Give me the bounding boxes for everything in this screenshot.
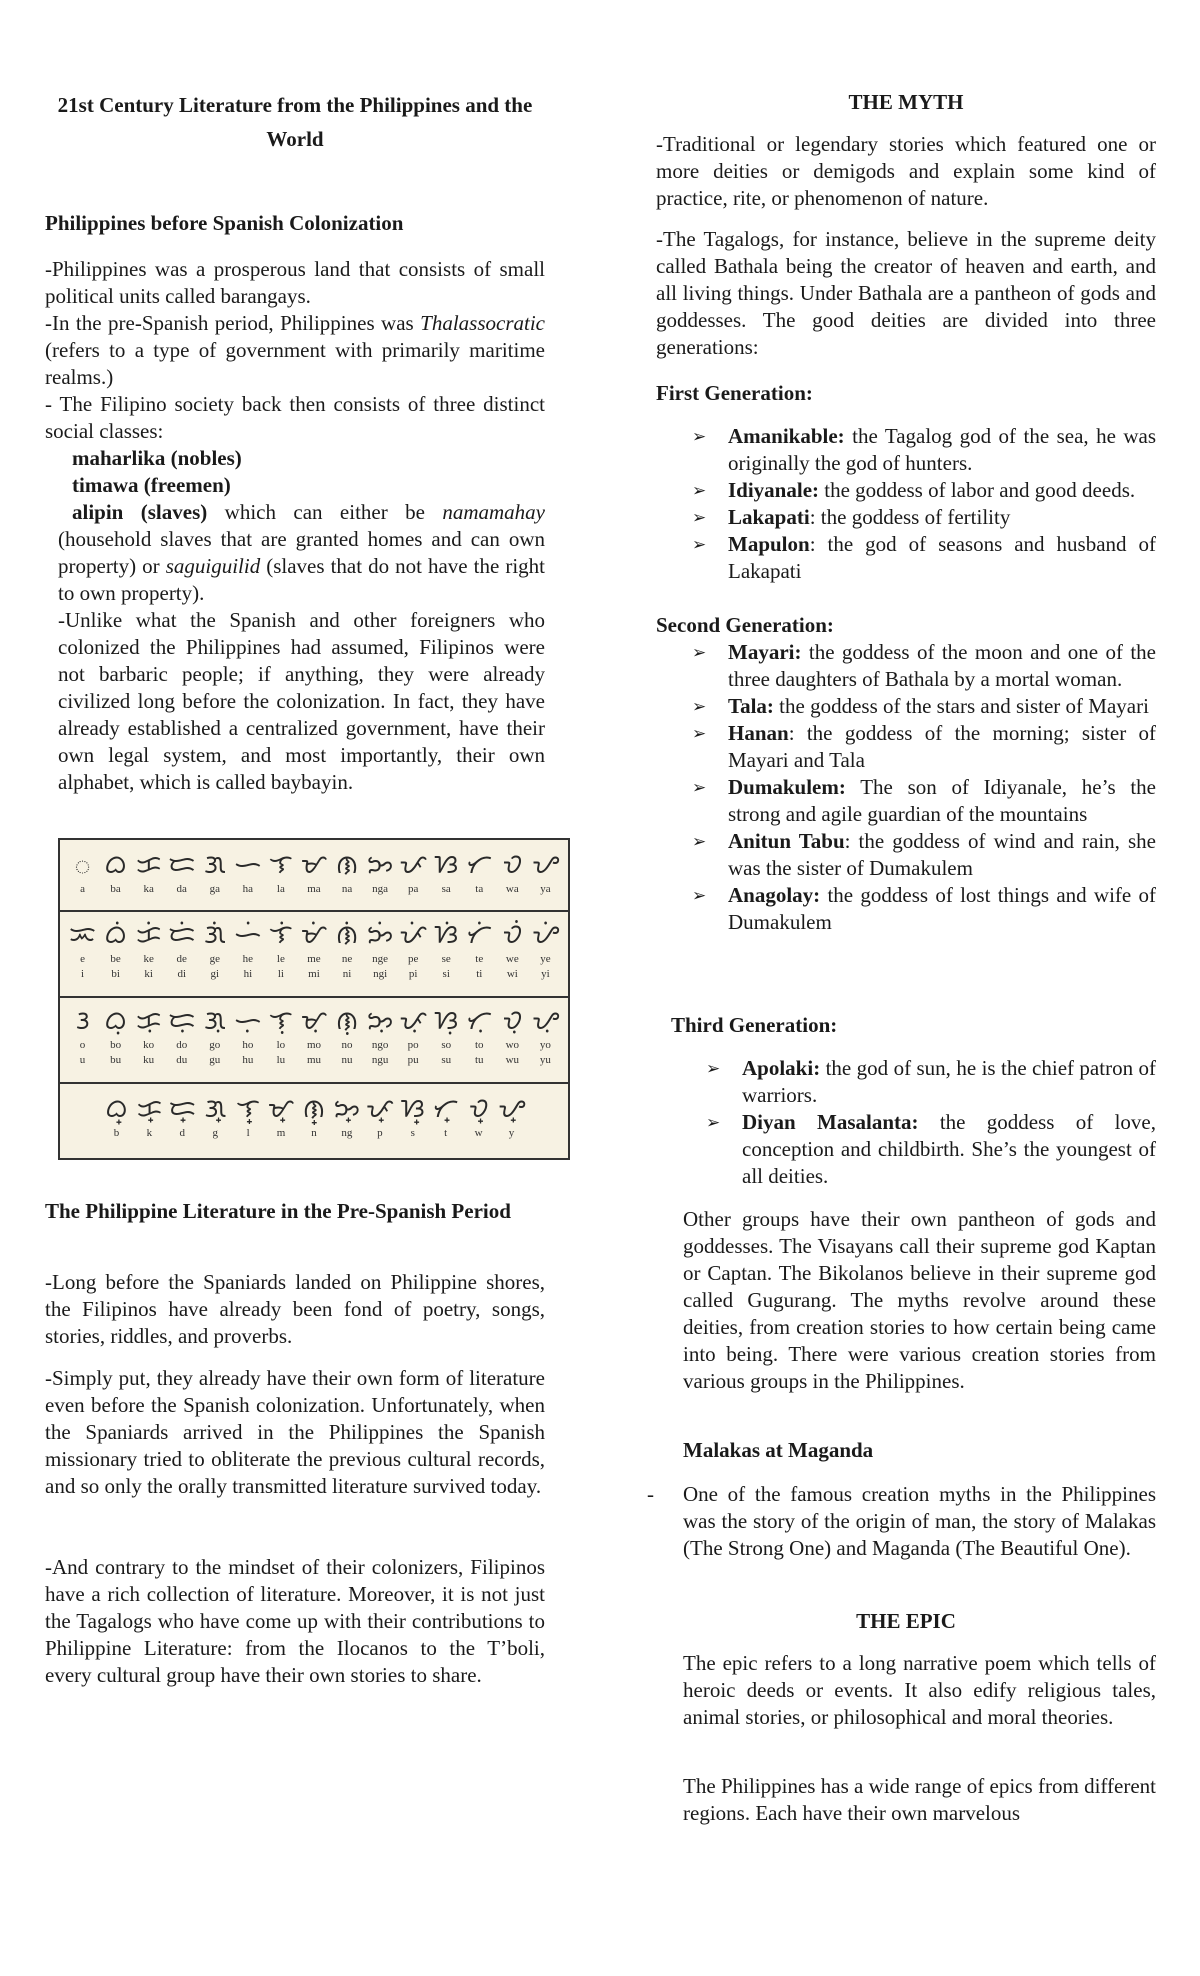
syllable-label: be — [110, 953, 121, 965]
syllable-label: u — [79, 1054, 86, 1066]
arrow-bullet-icon: ➢ — [692, 643, 707, 662]
deity-name: Anagolay: — [728, 883, 821, 907]
syllable-label: e — [80, 953, 85, 965]
syllable-label: y — [508, 1127, 515, 1139]
syllable-label: p — [377, 1127, 383, 1139]
syllable-label: w — [474, 1127, 483, 1139]
syllable-label: ko — [143, 1039, 155, 1051]
syllable-labels-o — [60, 1038, 568, 1053]
syllable-label: da — [176, 883, 187, 895]
syllable-label: ge — [209, 953, 220, 965]
deity-name: Idiyanale: — [728, 478, 820, 502]
paragraph-fond-of-poetry: -Long before the Spaniards landed on Philippine shores, the Filipinos have already been fond of poetry, songs, stories, riddles, and proverbs. — [45, 1270, 545, 1348]
paragraph-bathala: -The Tagalogs, for instance, believe in the supreme deity called Bathala being the creator of heaven and earth, and all living things. Under Bathala are a pantheon of gods and goddesses. The good deities are divided into three generations: — [656, 227, 1156, 359]
syllable-label: b — [113, 1127, 120, 1139]
deity-item — [656, 882, 1156, 936]
syllable-labels-consonants — [60, 1126, 568, 1141]
deity-description: the Tagalog god of the sea, he was originally the god of hunters. — [728, 424, 1156, 475]
paragraph-barangays: -Philippines was a prosperous land that consists of small political units called barangays. — [45, 257, 545, 308]
paragraph-own-literature: -Simply put, they already have their own form of literature even before the Spanish colonization. Unfortunately, when the Spaniards arrived in the Philippines the Spanish missionary tried to obliterate the previous cultural records, and so only the orally transmitted literature survived today. — [45, 1366, 545, 1498]
syllable-label: yu — [539, 1054, 551, 1066]
arrow-bullet-icon: ➢ — [706, 1059, 721, 1078]
deity-description: the god of sun, he is the chief patron of warriors. — [742, 1056, 1156, 1107]
syllable-label: t — [444, 1127, 448, 1139]
class-alipin-label: alipin (slaves) — [72, 500, 208, 524]
syllable-label: pe — [407, 953, 419, 965]
syllable-labels-i — [60, 967, 568, 982]
term-saguiguilid: saguiguilid — [165, 554, 261, 578]
deity-name: Mayari: — [728, 640, 802, 664]
syllable-label: lu — [276, 1054, 286, 1066]
arrow-bullet-icon: ➢ — [692, 508, 707, 527]
text-span: -In the pre-Spanish period, Philippines was — [45, 311, 421, 335]
syllable-label: ngi — [373, 968, 388, 980]
paragraph-malakas-maganda: One of the famous creation myths in the Philippines was the story of the origin of man, the story of Malakas (The Strong One) and Maganda (The Beautiful One). — [683, 1482, 1156, 1560]
deity-name: Dumakulem: — [728, 775, 846, 799]
syllable-label: te — [475, 953, 484, 965]
deity-description: : the goddess of wind and rain, she was the sister of Dumakulem — [728, 829, 1156, 880]
syllable-label: ye — [540, 953, 551, 965]
deity-name: Amanikable: — [728, 424, 845, 448]
deity-item — [656, 531, 1156, 585]
deity-name: Lakapati — [728, 505, 810, 529]
syllable-label: ha — [242, 883, 254, 895]
syllable-label: a — [80, 883, 85, 895]
glyph-line: ᜀ ᜊ ᜃ ᜇ ᜄ ᜑ ᜎ ᜋ ᜈ ᜅ ᜉ ᜐ ᜆ ᜏ ᜌ — [74, 850, 559, 880]
first-generation-heading: First Generation: — [656, 381, 813, 405]
syllable-label: le — [276, 953, 285, 965]
syllable-label: bo — [110, 1039, 122, 1051]
term-namamahay: namamahay — [442, 500, 545, 524]
syllable-label: ni — [342, 968, 352, 980]
text-span: (slaves that do not have the right to own property). — [58, 554, 545, 605]
syllable-label: he — [242, 953, 254, 965]
syllable-label: na — [341, 883, 353, 895]
syllable-label: yi — [541, 968, 550, 980]
class-maharlika: maharlika (nobles) — [72, 446, 242, 470]
deity-item — [656, 639, 1156, 693]
deity-item — [656, 693, 1156, 720]
syllable-label: wi — [506, 968, 518, 980]
syllable-label: po — [407, 1039, 419, 1051]
deity-item — [656, 720, 1156, 774]
deity-description: the goddess of love, conception and childbirth. She’s the youngest of all deities. — [742, 1110, 1156, 1188]
social-classes-list — [45, 445, 545, 499]
syllable-labels-u — [60, 1053, 568, 1068]
syllable-label: ki — [144, 968, 153, 980]
syllable-label: mo — [306, 1039, 321, 1051]
syllable-label: go — [209, 1039, 221, 1051]
arrow-bullet-icon: ➢ — [692, 778, 707, 797]
deity-name: Mapulon — [728, 532, 810, 556]
syllable-label: mu — [306, 1054, 321, 1066]
syllable-label: ho — [242, 1039, 254, 1051]
syllable-label: bu — [110, 1054, 122, 1066]
deity-description: the goddess of lost things and wife of Dumakulem — [728, 883, 1156, 934]
syllable-label: di — [177, 968, 186, 980]
deity-description: the goddess of labor and good deeds. — [819, 478, 1136, 502]
term-thalassocratic: Thalassocratic — [420, 311, 545, 335]
deity-item — [656, 504, 1156, 531]
syllable-label: o — [79, 1039, 86, 1051]
syllable-label: pi — [408, 968, 418, 980]
deity-description: The son of Idiyanale, he’s the strong and agile guardian of the mountains — [728, 775, 1156, 826]
syllable-label: se — [441, 953, 451, 965]
deity-name: Tala: — [728, 694, 774, 718]
chart-row-e-i — [60, 910, 568, 998]
first-generation-list — [656, 423, 1156, 585]
chart-row-a — [60, 840, 568, 912]
syllable-label: so — [441, 1039, 452, 1051]
syllable-label: ngu — [371, 1054, 389, 1066]
deity-description: the goddess of the stars and sister of Mayari — [773, 694, 1149, 718]
syllable-label: sa — [441, 883, 451, 895]
syllable-label: no — [341, 1039, 353, 1051]
text-span: (household slaves that are granted homes and can own property) or — [58, 527, 545, 578]
syllable-label: nu — [341, 1054, 353, 1066]
arrow-bullet-icon: ➢ — [692, 724, 707, 743]
dash-bullet: - — [647, 1482, 654, 1506]
syllable-labels-a — [60, 882, 568, 897]
syllable-label: me — [307, 953, 321, 965]
syllable-label: li — [277, 968, 284, 980]
malakas-item — [647, 1481, 1156, 1562]
syllable-label: m — [276, 1127, 286, 1139]
paragraph-rich-collection: -And contrary to the mindset of their colonizers, Filipinos have a rich collection of literature. Moreover, it is not just the Tagalogs who have come up with their contributions to Philippine Literature: from the Ilocanos to the T’boli, every cultural group have their own stories to share. — [45, 1555, 545, 1687]
syllable-label: n — [311, 1127, 317, 1139]
syllable-label: ba — [110, 883, 121, 895]
deity-item — [656, 477, 1156, 504]
syllable-label: wu — [505, 1054, 520, 1066]
syllable-label: ke — [143, 953, 154, 965]
second-generation-heading: Second Generation: — [656, 613, 834, 637]
syllable-label: hi — [243, 968, 253, 980]
paragraph-thalassocratic — [45, 310, 545, 391]
syllable-label: tu — [475, 1054, 484, 1066]
paragraph-epic-regions: The Philippines has a wide range of epics from different regions. Each have their own marvelous — [683, 1774, 1156, 1825]
glyph-line: ᜊ᜔ ᜃ᜔ ᜇ᜔ ᜄ᜔ ᜎ᜔ ᜋ᜔ ᜈ᜔ ᜅ᜔ ᜉ᜔ ᜐ᜔ ᜆ᜔ ᜏ᜔ ᜌ᜔ — [105, 1094, 525, 1124]
syllable-label: ga — [209, 883, 220, 895]
syllable-label: k — [146, 1127, 153, 1139]
syllable-label: ya — [540, 883, 551, 895]
syllable-label: s — [410, 1127, 415, 1139]
syllable-label: d — [179, 1127, 186, 1139]
paragraph-social-classes: - The Filipino society back then consists of three distinct social classes: — [45, 392, 545, 443]
section-heading-before-colonization: Philippines before Spanish Colonization — [45, 211, 404, 235]
glyph-line: ᜂ ᜊᜓ ᜃᜓ ᜇᜓ ᜄᜓ ᜑᜓ ᜎᜓ ᜋᜓ ᜈᜓ ᜅᜓ ᜉᜓ ᜐᜓ ᜆᜓ ᜏᜓ ᜌᜓ — [75, 1006, 559, 1036]
class-alipin — [45, 499, 545, 607]
syllable-label: de — [176, 953, 187, 965]
syllable-label: si — [442, 968, 450, 980]
document-title: 21st Century Literature from the Philippines and the World — [57, 93, 533, 151]
text-span: (refers to a type of government with primarily maritime realms.) — [45, 338, 545, 389]
deity-item — [656, 774, 1156, 828]
syllable-label: mi — [308, 968, 320, 980]
paragraph-myth-definition: -Traditional or legendary stories which featured one or more deities or demigods and explain some kind of practice, rite, or phenomenon of nature. — [656, 132, 1156, 210]
arrow-bullet-icon: ➢ — [692, 832, 707, 851]
syllable-label: la — [276, 883, 285, 895]
syllable-label: pu — [407, 1054, 419, 1066]
paragraph-civilized: -Unlike what the Spanish and other foreigners who colonized the Philippines had assumed, Filipinos were not barbaric people; if anything, they were already civilized long before the colonization. In fact, they have already established a centralized government, have their own legal system, and most importantly, their own alphabet, which is called baybayin. — [58, 608, 545, 794]
glyph-line: ᜁ ᜊᜒ ᜃᜒ ᜇᜒ ᜄᜒ ᜑᜒ ᜎᜒ ᜋᜒ ᜈᜒ ᜅᜒ ᜉᜒ ᜐᜒ ᜆᜒ ᜏᜒ ᜌᜒ — [69, 920, 559, 950]
arrow-bullet-icon: ➢ — [706, 1113, 721, 1132]
section-heading-pre-spanish-literature: The Philippine Literature in the Pre-Spanish Period — [45, 1199, 511, 1223]
deity-item — [670, 1109, 1156, 1190]
syllable-label: nga — [372, 883, 389, 895]
syllable-label: pa — [407, 883, 419, 895]
malakas-heading: Malakas at Maganda — [683, 1438, 874, 1462]
syllable-label: l — [246, 1127, 250, 1139]
syllable-label: ka — [143, 883, 154, 895]
deity-name: Apolaki: — [742, 1056, 821, 1080]
deity-name: Diyan Masalanta: — [742, 1110, 919, 1134]
third-generation-heading: Third Generation: — [671, 1013, 838, 1037]
syllable-label: g — [212, 1127, 218, 1139]
syllable-label: ng — [341, 1127, 353, 1139]
syllable-label: i — [81, 968, 85, 980]
myth-heading: THE MYTH — [848, 90, 964, 114]
paragraph-epic-definition: The epic refers to a long narrative poem which tells of heroic deeds or events. It also edify religious tales, animal stories, or philosophical and moral theories. — [683, 1651, 1156, 1729]
arrow-bullet-icon: ➢ — [692, 697, 707, 716]
syllable-labels-e — [60, 952, 568, 967]
chart-row-consonants — [60, 1082, 568, 1158]
deity-item — [670, 1055, 1156, 1109]
syllable-label: ne — [341, 953, 353, 965]
deity-name: Anitun Tabu — [728, 829, 845, 853]
syllable-label: do — [176, 1039, 188, 1051]
syllable-label: ta — [475, 883, 484, 895]
syllable-label: gu — [209, 1054, 221, 1066]
syllable-label: ma — [307, 883, 321, 895]
syllable-label: we — [505, 953, 519, 965]
deity-item — [656, 828, 1156, 882]
syllable-label: wo — [505, 1039, 520, 1051]
arrow-bullet-icon: ➢ — [692, 481, 707, 500]
text-span: which can either be — [207, 500, 443, 524]
class-timawa: timawa (freemen) — [72, 473, 231, 497]
paragraph-other-pantheons: Other groups have their own pantheon of gods and goddesses. The Visayans call their supreme god Kaptan or Captan. The Bikolanos believe in their supreme god called Gugurang. The myths revolve around these deities, from creation stories to how certain being came into being. There were various creation stories from various groups in the Philippines. — [683, 1207, 1156, 1393]
third-generation-list — [670, 1055, 1156, 1190]
deity-description: : the goddess of fertility — [809, 505, 1011, 529]
baybayin-chart — [58, 838, 570, 1160]
syllable-label: ti — [476, 968, 483, 980]
syllable-label: ngo — [371, 1039, 389, 1051]
second-generation-list — [656, 639, 1156, 936]
syllable-label: nge — [372, 953, 389, 965]
syllable-label: du — [176, 1054, 188, 1066]
syllable-label: su — [441, 1054, 452, 1066]
syllable-label: gi — [210, 968, 220, 980]
syllable-label: to — [475, 1039, 484, 1051]
deity-item — [656, 423, 1156, 477]
syllable-label: wa — [505, 883, 519, 895]
syllable-label: hu — [242, 1054, 254, 1066]
syllable-label: bi — [111, 968, 120, 980]
deity-name: Hanan — [728, 721, 789, 745]
arrow-bullet-icon: ➢ — [692, 886, 707, 905]
syllable-label: yo — [539, 1039, 551, 1051]
deity-description: : the god of seasons and husband of Lakapati — [728, 532, 1156, 583]
deity-description: : the goddess of the morning; sister of Mayari and Tala — [728, 721, 1156, 772]
deity-description: the goddess of the moon and one of the three daughters of Bathala by a mortal woman. — [728, 640, 1156, 691]
epic-heading: THE EPIC — [856, 1609, 956, 1633]
chart-row-o-u — [60, 996, 568, 1084]
arrow-bullet-icon: ➢ — [692, 535, 707, 554]
syllable-label: ku — [143, 1054, 155, 1066]
arrow-bullet-icon: ➢ — [692, 427, 707, 446]
syllable-label: lo — [276, 1039, 286, 1051]
